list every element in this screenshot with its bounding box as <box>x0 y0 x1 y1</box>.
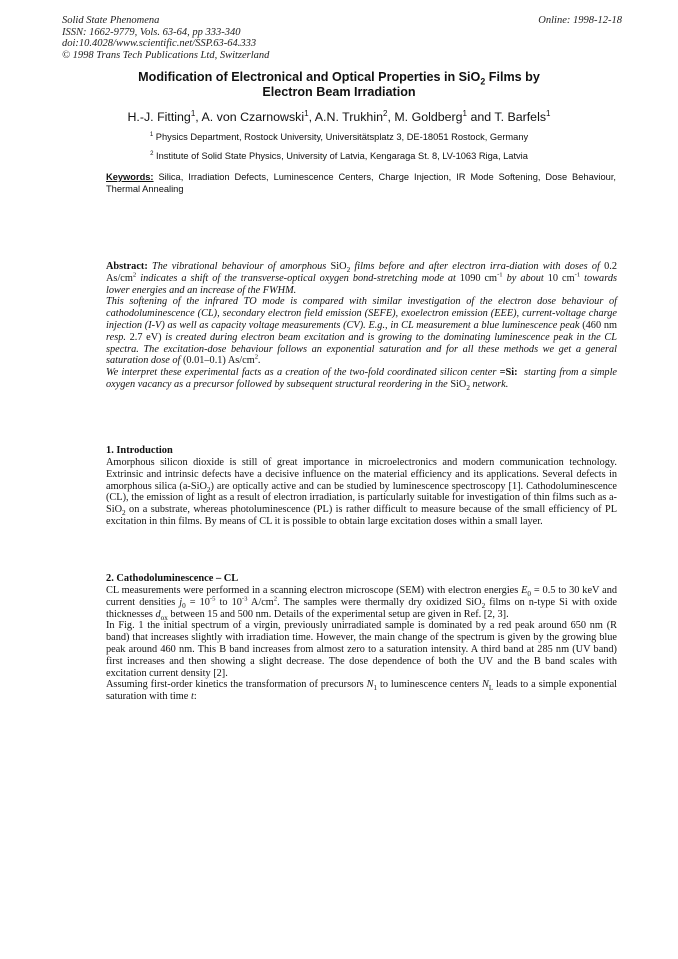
abstract-label: Abstract: <box>106 261 148 272</box>
abstract-text: films before and after electron irra-diation with doses of <box>350 261 605 272</box>
body-text: between 15 and 500 nm. Details of the experimental setup are given in Ref. [2, 3]. <box>167 608 509 620</box>
author-name: T. Barfels <box>494 110 547 124</box>
title-line2: Electron Beam Irradiation <box>262 85 416 99</box>
wavenumber-value: 1090 cm <box>459 272 498 284</box>
section-heading: 1. Introduction <box>106 445 173 456</box>
superscript: -1 <box>574 271 581 279</box>
authors-and: and <box>467 110 495 124</box>
abstract-text: is created during electron beam excitation and is growing to the dominating luminescence peak in the CL spectra. The excitation-dose behaviour follows an exponential saturation and for all these methods we get a general saturation dose of <box>106 331 617 367</box>
section-paragraph <box>106 585 617 620</box>
superscript: 2 <box>254 353 259 361</box>
superscript: -5 <box>209 595 216 603</box>
abstract-block <box>106 261 620 393</box>
body-text: = 10 <box>185 596 210 608</box>
body-text: = 0.5 to 30 keV and current densities <box>106 585 617 608</box>
author-list: H.-J. Fitting$^1$, A. von Czarnowski$^1$, A.N. Trukhin$^2$, M. Goldberg$^1$ and T. Barfels$^1$ <box>127 108 551 124</box>
author-affiliation-mark: 1 <box>462 108 468 118</box>
affiliation-number: 1 <box>149 131 154 138</box>
body-text: : <box>193 691 197 703</box>
keywords-block <box>106 172 616 195</box>
subscript: 2 <box>346 266 351 275</box>
body-text: to 10 <box>215 596 242 608</box>
energy-value: 2.7 eV) <box>129 331 162 343</box>
superscript: 2 <box>273 595 278 603</box>
symbol: d <box>155 608 161 620</box>
author-affiliation-mark: 1 <box>190 108 196 118</box>
dose-value: 0.2 As/cm <box>106 261 617 284</box>
affiliation-number: 2 <box>150 150 154 157</box>
body-text: on a substrate, whereas photoluminescence (PL) is rather difficult to measure because of the small efficiency of PL excitation in thin films. By means of CL it is possible to obtain large excitation doses within a small layer. <box>106 504 617 527</box>
author-affiliation-mark: 1 <box>546 108 551 118</box>
subscript: 0 <box>182 601 186 610</box>
body-text: leads to a simple exponential saturation with time <box>106 679 618 703</box>
symbol: N <box>366 679 374 691</box>
abstract-paragraph-2 <box>106 296 617 367</box>
wavenumber-value: 10 cm <box>547 272 575 284</box>
abstract-text: towards lower energies and an increase of the FWHM. <box>106 272 617 296</box>
author-affiliation-mark: 2 <box>382 108 388 118</box>
symbol: t <box>190 691 194 703</box>
author-affiliation-mark: 1 <box>304 108 309 118</box>
affiliation-text: Institute of Solid State Physics, University of Latvia, Kengaraga St. 8, LV-1063 Riga, Latvia <box>156 151 528 161</box>
abstract-text: resp. <box>106 331 130 343</box>
body-text: Amorphous silicon dioxide is still of great importance in microelectronics and modern communication technology. Extrinsic and intrinsic defects have a decisive influence on the material efficiency and its applications. Several defects in amorphous silica (a-SiO <box>106 457 617 492</box>
saturation-dose-value: (0.01–0.1) As/cm <box>182 355 255 367</box>
symbol: j <box>179 596 183 608</box>
subscript: ox <box>160 613 168 622</box>
affiliation-text: Physics Department, Rostock University, Universitätsplatz 3, DE-18051 Rostock, Germany <box>155 132 529 142</box>
author-name: A.N. Trukhin <box>314 110 383 124</box>
section-paragraph <box>106 457 617 528</box>
body-text: Assuming first-order kinetics the transformation of precursors <box>106 679 367 691</box>
section-introduction <box>106 445 617 528</box>
author-name: H.-J. Fitting <box>127 110 191 124</box>
author-name: M. Goldberg <box>394 110 463 124</box>
journal-name: Solid State Phenomena <box>62 15 160 26</box>
abstract-paragraph-3 <box>106 367 620 393</box>
doi-line: doi:10.4028/www.scientific.net/SSP.63-64.333 <box>62 38 257 49</box>
subscript: 2 <box>122 509 126 518</box>
affiliation-2 <box>62 151 616 162</box>
section-paragraph <box>106 679 617 703</box>
online-date: Online: 1998-12-18 <box>538 15 622 26</box>
body-text: CL measurements were performed in a scanning electron microscope (SEM) with electron energies <box>106 585 522 596</box>
author-name: A. von Czarnowski <box>201 110 305 124</box>
silicon-center-symbol: =Si: <box>499 367 518 379</box>
subscript: 1 <box>373 684 378 693</box>
subscript: 2 <box>481 601 486 610</box>
section-paragraph: In Fig. 1 the initial spectrum of a virgin, previously unirradiated sample is dominated by a red peak around 650 nm (R band) that increases slightly with irradiation time. However, the main change of the spectrum is given by the growing blue peak around 460 nm. This B band increases from almost zero to a saturation intensity. A third band at 285 nm (UV band) first increases and then showing a slight decrease. The dose dependence of both the UV and the B band scales with excitation current density [2]. <box>106 620 617 679</box>
abstract-text: starting from a simple oxygen vacancy as a precursor followed by subsequent structural reordering in the <box>106 367 620 390</box>
keywords-text: Silica, Irradiation Defects, Luminescence Centers, Charge Injection, IR Mode Softening, Dose Behaviour, Thermal Annealing <box>106 172 616 194</box>
publication-header <box>62 15 622 61</box>
abstract-text: network. <box>469 378 509 390</box>
abstract-text: by about <box>502 272 548 284</box>
subscript: 0 <box>527 590 532 599</box>
subscript: 2 <box>466 384 470 393</box>
body-text: to luminescence centers <box>377 679 482 691</box>
abstract-paragraph-1 <box>106 261 617 296</box>
symbol: N <box>481 679 489 691</box>
symbol: E <box>521 585 528 596</box>
issn-line: ISSN: 1662-9779, Vols. 63-64, pp 333-340 <box>62 26 241 38</box>
body-text: films on n-type Si with oxide thicknesses <box>106 596 617 620</box>
superscript: -3 <box>241 595 248 603</box>
peak-value: (460 nm <box>582 319 618 331</box>
copyright-line: © 1998 Trans Tech Publications Ltd, Switzerland <box>62 49 270 61</box>
body-text: ) are optically active and can be studied by luminescence spectroscopy [1]. Cathodoluminescence (CL), the emission of light as a result of electron irradiation, is particularly suitable for investigation of thin films such as a-SiO <box>106 480 617 516</box>
section-heading: 2. Cathodoluminescence – CL <box>106 573 239 584</box>
title-line1-pre: Modification of Electronical and Optical Properties in SiO <box>138 70 481 84</box>
section-cathodoluminescence <box>106 573 617 703</box>
body-text: A/cm <box>247 596 274 608</box>
abstract-text: . <box>258 355 261 367</box>
abstract-text: The vibrational behaviour of amorphous <box>147 261 331 272</box>
affiliation-1 <box>62 132 616 143</box>
paper-title <box>62 70 616 100</box>
subscript: 2 <box>206 485 211 494</box>
formula-sio2: SiO <box>450 378 467 390</box>
body-text: . The samples were thermally dry oxidized SiO <box>277 596 482 608</box>
formula-sio2: SiO <box>330 261 347 272</box>
superscript: 2 <box>132 271 137 279</box>
title-sub: 2 <box>480 76 486 87</box>
keywords-label: Keywords: <box>106 172 154 182</box>
title-line1-post: Films by <box>485 70 540 84</box>
abstract-text: This softening of the infrared TO mode is compared with similar investigation of the electron dose behaviour of cathodoluminescence (CL), secondary electron field emission (SEFE), exoelectron emission (EEE), current-voltage charge injection (I-V) as well as capacity voltage measurements (CV). E.g., in CL measurement a blue luminescence peak <box>106 296 617 331</box>
abstract-text: We interpret these experimental facts as a creation of the two-fold coordinated silicon center <box>106 367 500 379</box>
abstract-text: indicates a shift of the transverse-optical oxygen bond-stretching mode at <box>136 272 460 284</box>
subscript: L <box>488 684 494 693</box>
superscript: -1 <box>497 271 503 279</box>
